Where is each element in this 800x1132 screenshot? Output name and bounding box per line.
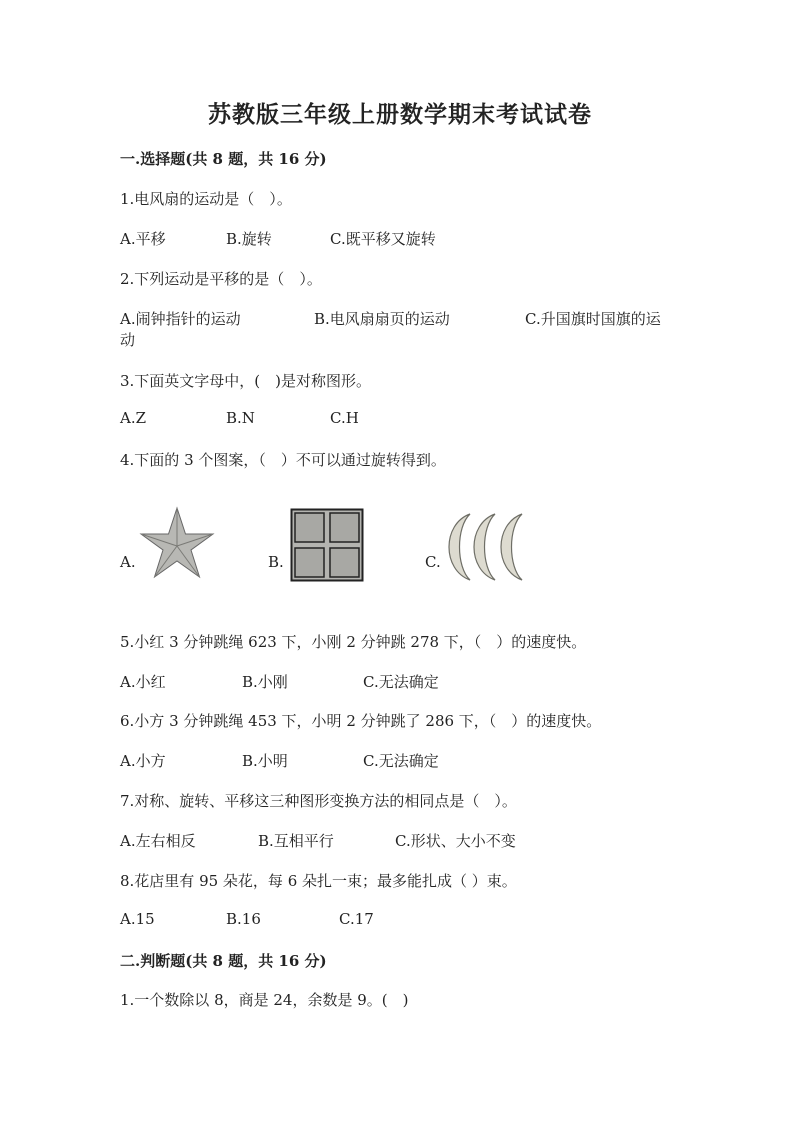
question-7-option-b: B.互相平行	[258, 832, 334, 850]
question-4-option-a: A.	[120, 553, 136, 571]
question-3-option-a: A.Z	[120, 409, 147, 427]
question-3-option-b: B.N	[226, 409, 255, 427]
crescent-moons-figure	[442, 512, 532, 582]
question-4-option-b: B.	[268, 553, 284, 571]
page-title: 苏教版三年级上册数学期末考试试卷	[208, 101, 592, 128]
question-6-option-b: B.小明	[242, 752, 288, 770]
question-5-option-a: A.小红	[120, 673, 166, 691]
question-7-option-c: C.形状、大小不变	[395, 832, 516, 850]
question-2-option-c-wrap: 动	[120, 331, 136, 349]
question-8-stem: 8.花店里有 95 朵花，每 6 朵扎一束；最多能扎成（ ）束。	[120, 872, 517, 890]
question-2-option-a: A.闹钟指针的运动	[120, 310, 241, 328]
question-4-option-c: C.	[425, 553, 441, 571]
section-heading-true-false: 二.判断题(共 8 题，共 16 分)	[120, 952, 327, 970]
question-6-option-a: A.小方	[120, 752, 166, 770]
question-6-option-c: C.无法确定	[363, 752, 439, 770]
square-grid-figure	[290, 508, 364, 582]
question-1-option-b: B.旋转	[226, 230, 272, 248]
question-6-stem: 6.小方 3 分钟跳绳 453 下，小明 2 分钟跳了 286 下，（ ）的速度快。	[120, 712, 602, 730]
question-5-option-b: B.小刚	[242, 673, 288, 691]
question-1-option-a: A.平移	[120, 230, 166, 248]
question-3-option-c: C.H	[330, 409, 359, 427]
question-7-stem: 7.对称、旋转、平移这三种图形变换方法的相同点是（ ）。	[120, 792, 517, 810]
question-2-stem: 2.下列运动是平移的是（ ）。	[120, 270, 322, 288]
star-figure	[139, 506, 215, 580]
section-heading-choice: 一.选择题(共 8 题，共 16 分)	[120, 150, 327, 168]
question-4-stem: 4.下面的 3 个图案，（ ）不可以通过旋转得到。	[120, 451, 446, 469]
question-2-option-c: C.升国旗时国旗的运	[525, 310, 661, 328]
question-5-stem: 5.小红 3 分钟跳绳 623 下，小刚 2 分钟跳 278 下，（ ）的速度快。	[120, 633, 587, 651]
question-7-option-a: A.左右相反	[120, 832, 196, 850]
question-8-option-a: A.15	[120, 910, 155, 928]
question-8-option-c: C.17	[339, 910, 374, 928]
question-1-stem: 1.电风扇的运动是（ ）。	[120, 190, 292, 208]
question-8-option-b: B.16	[226, 910, 261, 928]
question-5-option-c: C.无法确定	[363, 673, 439, 691]
question-2-option-b: B.电风扇扇页的运动	[314, 310, 450, 328]
question-1-option-c: C.既平移又旋转	[330, 230, 436, 248]
judge-question-1-stem: 1.一个数除以 8，商是 24，余数是 9。( )	[120, 991, 409, 1009]
question-3-stem: 3.下面英文字母中，( )是对称图形。	[120, 372, 372, 390]
